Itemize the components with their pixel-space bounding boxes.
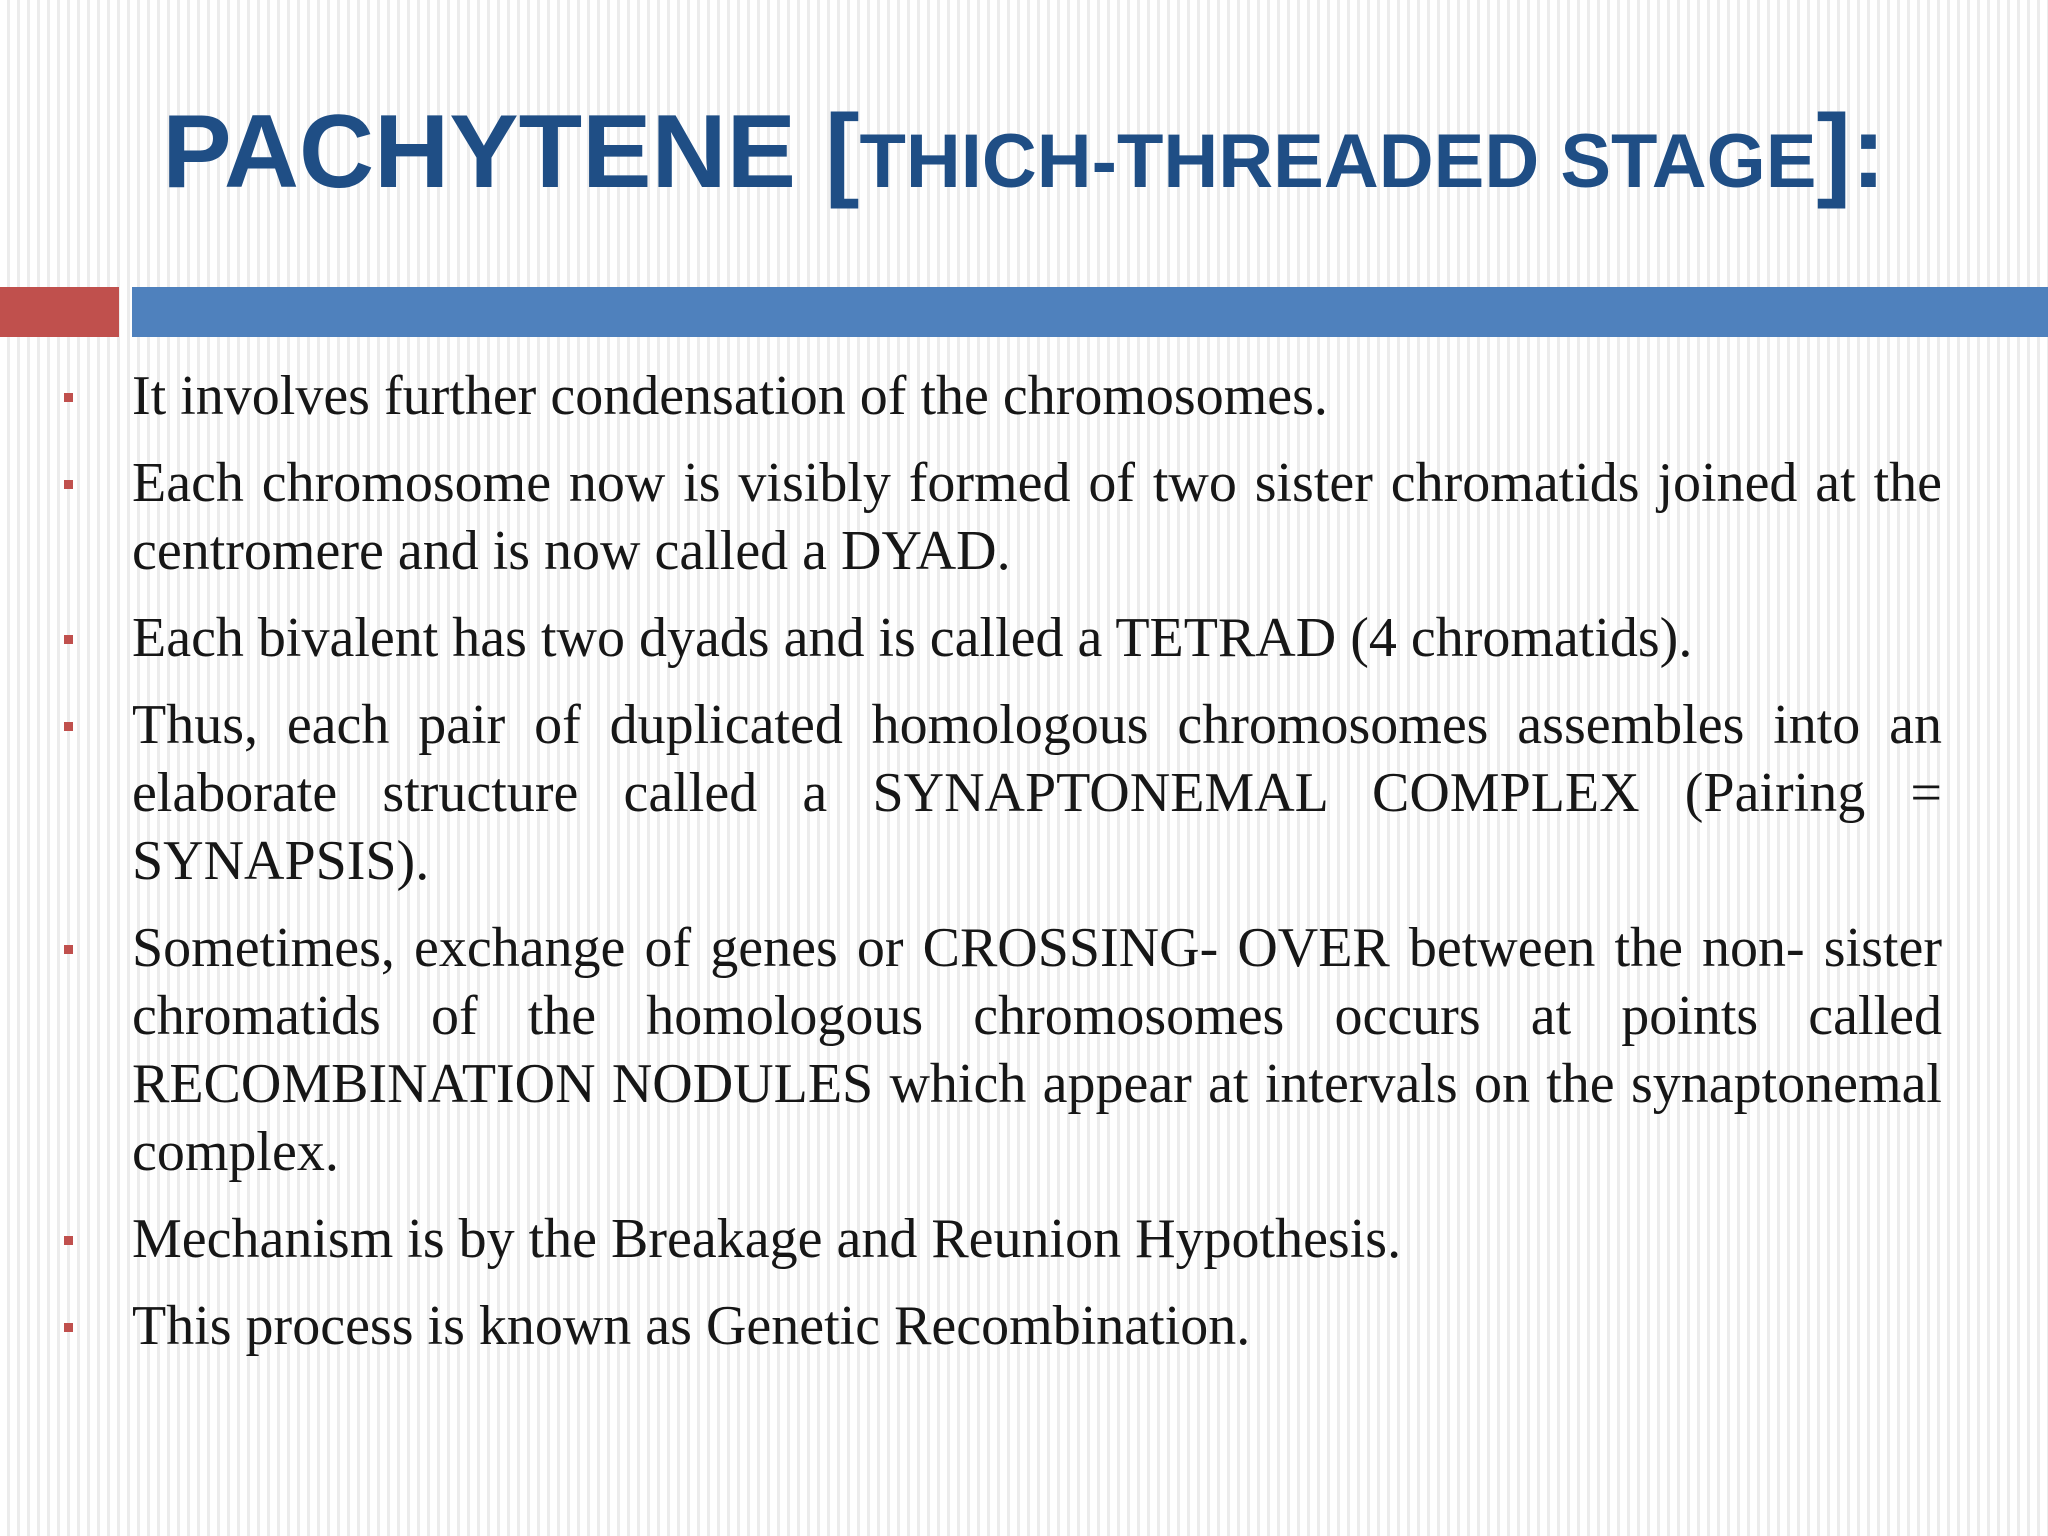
- bullet-item: [132, 362, 1942, 430]
- bullet-item: [132, 691, 1942, 895]
- bullet-list: [0, 362, 2048, 1379]
- bullet-text: Sometimes, exchange of genes or CROSSING- OVER between the non- sister chromatids of the homologous chromosomes occurs at points called RECOMBINATION NODULES which appear at intervals on the synaptonemal complex.: [132, 917, 1942, 1183]
- bullet-item: [132, 449, 1942, 585]
- bullet-text: Thus, each pair of duplicated homologous chromosomes assembles into an elaborate structure called a SYNAPTONEMAL COMPLEX (Pairing = SYNAPSIS).: [132, 694, 1942, 892]
- bullet-text: Mechanism is by the Breakage and Reunion Hypothesis.: [132, 1208, 1402, 1270]
- bullet-marker-icon: [64, 1323, 73, 1332]
- title-close-bracket: ]:: [1816, 94, 1886, 210]
- title-subtitle: THICH-THREADED STAGE: [859, 119, 1817, 204]
- bullet-text: Each chromosome now is visibly formed of two sister chromatids joined at the centromere and is now called a DYAD.: [132, 452, 1942, 582]
- bullet-marker-icon: [64, 635, 73, 644]
- accent-bar-red: [0, 287, 119, 337]
- bullet-marker-icon: [64, 945, 73, 954]
- bullet-marker-icon: [64, 480, 73, 489]
- bullet-text: It involves further condensation of the chromosomes.: [132, 365, 1328, 427]
- bullet-item: [132, 914, 1942, 1186]
- title-main: PACHYTENE: [162, 94, 825, 210]
- bullet-marker-icon: [64, 722, 73, 731]
- slide-title: [0, 94, 2048, 210]
- bullet-item: [132, 604, 1942, 672]
- bullet-text: This process is known as Genetic Recombination.: [132, 1295, 1251, 1357]
- title-open-bracket: [: [824, 94, 860, 210]
- bullet-item: [132, 1205, 1942, 1273]
- bullet-marker-icon: [64, 393, 73, 402]
- bullet-text: Each bivalent has two dyads and is called a TETRAD (4 chromatids).: [132, 607, 1693, 669]
- accent-bar-blue: [132, 287, 2048, 337]
- bullet-marker-icon: [64, 1236, 73, 1245]
- bullet-item: [132, 1292, 1942, 1360]
